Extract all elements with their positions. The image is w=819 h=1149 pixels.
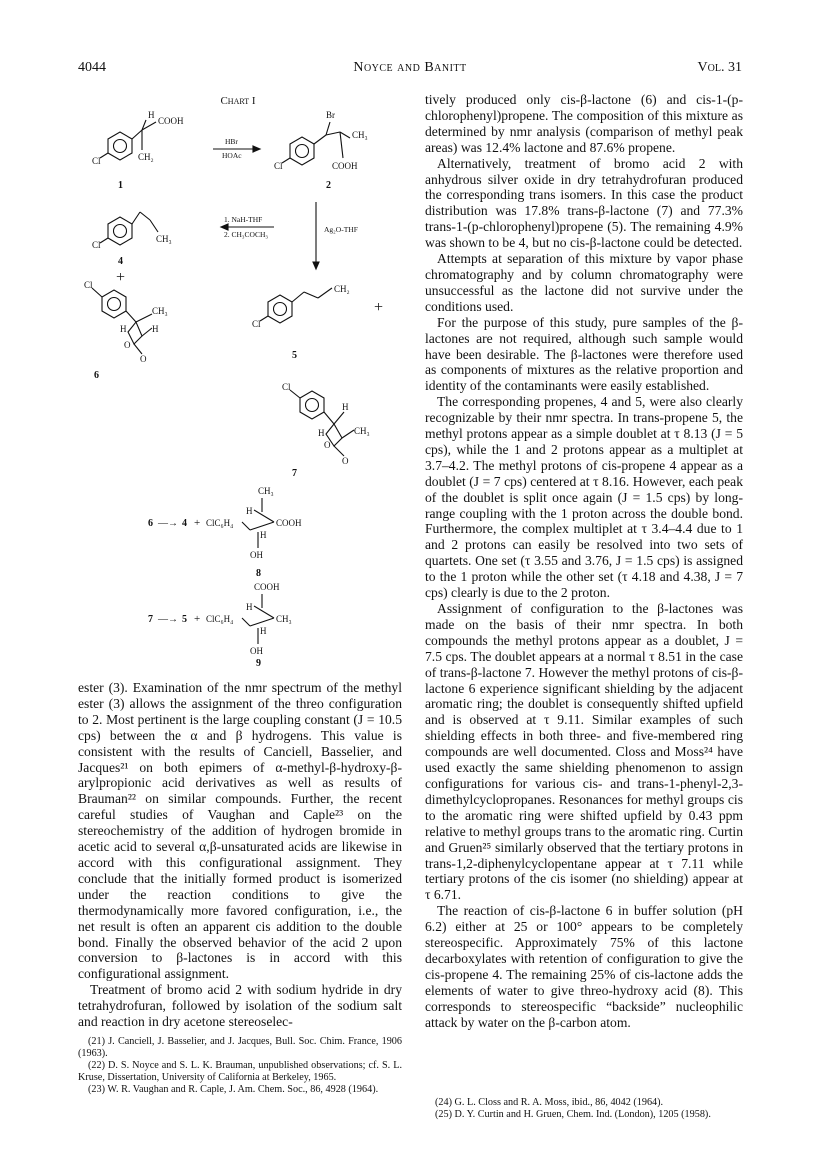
running-header [78, 60, 742, 80]
svg-text:CH₃: CH₃ [352, 130, 368, 140]
svg-text:HBr: HBr [225, 137, 238, 146]
compound-5-structure [252, 284, 383, 361]
compound-8-label: 8 [256, 568, 261, 579]
nah-arrow [221, 215, 274, 239]
svg-text:CH₃: CH₃ [156, 234, 172, 244]
svg-text:Br: Br [326, 110, 335, 120]
compound-4-structure [92, 212, 172, 286]
hbr-arrow [213, 137, 260, 160]
svg-text:+: + [194, 613, 201, 625]
svg-text:Cl: Cl [84, 280, 93, 290]
svg-text:H: H [246, 602, 253, 612]
footnote-24: (24) G. L. Closs and R. A. Moss, ibid., 86, 4042 (1964). [435, 1097, 664, 1108]
compound-2-structure [274, 110, 368, 191]
svg-text:—→: —→ [158, 614, 178, 625]
compound-6-structure [84, 280, 168, 381]
svg-text:CH₂: CH₂ [138, 152, 154, 162]
svg-text:2. CH₃COCH₃: 2. CH₃COCH₃ [224, 230, 268, 239]
footnotes-left [78, 1036, 402, 1096]
svg-text:OH: OH [250, 646, 263, 656]
compound-4-label: 4 [118, 256, 123, 267]
reaction-scheme-drawing [78, 92, 408, 667]
svg-text:OH: OH [250, 550, 263, 560]
reaction-6-to-4-and-8 [148, 486, 302, 579]
footnote-25: (25) D. Y. Curtin and H. Gruen, Chem. Ind. (London), 1205 (1958). [435, 1109, 711, 1120]
svg-text:H: H [148, 110, 155, 120]
svg-text:4: 4 [182, 518, 187, 529]
svg-text:+: + [374, 299, 384, 316]
svg-text:H: H [120, 324, 127, 334]
svg-text:O: O [324, 440, 331, 450]
chart-title: Chart I [220, 95, 256, 107]
svg-text:Cl: Cl [252, 319, 261, 329]
svg-text:+: + [194, 517, 201, 529]
svg-text:CH₃: CH₃ [354, 426, 370, 436]
svg-text:O: O [124, 340, 131, 350]
paragraph: Treatment of bromo acid 2 with sodium hydride in dry tetrahydrofuran, followed by isolation of the sodium salt and reaction in dry acetone stereoselec- [78, 982, 402, 1030]
svg-text:H: H [152, 324, 159, 334]
svg-text:Ag₂O-THF: Ag₂O-THF [324, 225, 358, 234]
paragraph: Alternatively, treatment of bromo acid 2 with anhydrous silver oxide in dry tetrahydrofuran produced the corresponding trans isomers. In this case the product distribution was 17.8% trans-β-lactone (7) and 77.3% trans-1-(p-chlorophenyl)propene (5). The remaining 4.9% was shown to be 4, but no cis-β-lactone could be detected. [425, 155, 743, 251]
svg-text:7: 7 [148, 614, 153, 625]
svg-text:COOH: COOH [276, 518, 302, 528]
svg-text:+: + [116, 269, 126, 286]
page-number: 4044 [78, 60, 106, 75]
compound-9-label: 9 [256, 658, 261, 667]
footnote-21: (21) J. Canciell, J. Basselier, and J. Jacques, Bull. Soc. Chim. France, 1906 (1963). [78, 1035, 402, 1059]
footnotes-right [425, 1097, 743, 1121]
compound-7-structure [282, 382, 370, 479]
svg-text:ClC₆H₄: ClC₆H₄ [206, 518, 234, 528]
right-column [425, 92, 743, 1030]
svg-text:H: H [260, 626, 267, 636]
ag2o-arrow [313, 202, 358, 269]
svg-text:1. NaH-THF: 1. NaH-THF [224, 215, 263, 224]
svg-text:COOH: COOH [332, 161, 358, 171]
paragraph: tively produced only cis-β-lactone (6) and cis-1-(p-chlorophenyl)propene. The composition of this mixture as determined by nmr analysis (comparison of methyl peak areas) was 12.4% lactone and 87.6% propene. [425, 92, 743, 155]
svg-text:COOH: COOH [158, 116, 184, 126]
svg-text:—→: —→ [158, 518, 178, 529]
paragraph: ester (3). Examination of the nmr spectrum of the methyl ester (3) allows the assignment of the threo configuration to 2. Most pertinent is the large coupling constant (J = 10.5 cps) between the α and β hydrogens. This value is consistent with the results of Canciell, Basselier, and Jacques²¹ on both epimers of α-methyl-β-hydroxy-β-arylpropionic acid derivatives as well as results of Brauman²² on similar compounds. Further, the recent careful studies of Vaughan and Caple²³ on the stereochemistry of the addition of hydrogen bromide in acetic acid to several α,β-unsaturated acids are likewise in accord with this configurational assignment. They conclude that the initially formed product is isomerized under the reaction conditions to give the thermodynamically more favored configuration, i.e., the net result is often an apparent cis addition to the double bond. Finally the observed behavior of the acid 2 upon conversion to β-lactones is in accord with this configurational assignment. [78, 680, 402, 982]
running-title: Noyce and Banitt [353, 60, 467, 75]
svg-text:CH₃: CH₃ [258, 486, 274, 496]
paragraph: The reaction of cis-β-lactone 6 in buffer solution (pH 6.2) either at 25 or 100° appears to be completely stereospecific. Approximately 75% of this lactone decarboxylates with retention of configuration to give the cis-propene 4. The remaining 25% of cis-lactone adds the elements of water to give threo-hydroxy acid (8). This corresponds to stereospecific “backside” nucleophilic attack by water on the β-carbon atom. [425, 903, 743, 1030]
svg-text:H: H [246, 506, 253, 516]
paragraph: Attempts at separation of this mixture by vapor phase chromatography and by column chromatography were unsuccessful as the lactone did not survive under the conditions used. [425, 251, 743, 314]
svg-text:H: H [342, 402, 349, 412]
svg-text:CH₃: CH₃ [152, 306, 168, 316]
svg-text:O: O [342, 456, 349, 466]
chart-i-scheme [78, 92, 408, 667]
compound-2-label: 2 [326, 180, 331, 191]
compound-5-label: 5 [292, 350, 297, 361]
svg-text:CH₂: CH₂ [334, 284, 350, 294]
compound-1-structure [92, 110, 184, 191]
compound-7-label: 7 [292, 468, 297, 479]
footnote-22: (22) D. S. Noyce and S. L. K. Brauman, unpublished observations; cf. S. L. Kruse, Dissertation, University of California at Berkeley, 1965. [78, 1059, 402, 1083]
volume-label: Vol. 31 [697, 60, 742, 75]
svg-text:Cl: Cl [92, 156, 101, 166]
svg-text:Cl: Cl [92, 240, 101, 250]
paragraph: The corresponding propenes, 4 and 5, were also clearly recognizable by their nmr spectra. In trans-propene 5, the methyl protons appear as a simple doublet at τ 8.13 (J = 5 cps), while the 1 and 2 protons appear as a multiplet at 3.7–4.2. The methyl protons of cis-propene 4 appear as a doublet (J = 7 cps) centered at τ 8.16. However, each peak of the doublet is split once again (J = 1.5 cps) by long-range coupling with the 1 proton across the double bond. Furthermore, the complex multiplet at τ 3.4–4.4 due to 1 and 2 protons can easily be resolved into two sets of quartets. One set (τ 3.55 and 3.76, J = 1.5 cps) is assigned to the 1 proton while the other set (τ 4.18 and 4.38, J = 7 cps) clearly is due to the 2 proton. [425, 394, 743, 601]
paragraph: Assignment of configuration to the β-lactones was made on the basis of their nmr spectra. In both compounds the methyl protons appear as a doublet, J = 7.5 cps. The doublet appears at a normal τ 8.51 in the case of trans-β-lactone 7. However the methyl protons of cis-β-lactone 6 experience significant shielding by the adjacent aromatic ring; the doublet is consequently shifted upfield and is observed at τ 9.11. Similar examples of such shielding effects in both three- and five-membered ring compounds are well documented. Closs and Moss²⁴ have used exactly the same shielding phenomenon to assign configurations for various cis- and trans-1-phenyl-2,3-dimethylcyclopropanes. Resonances for methyl groups cis to the aromatic ring were shifted upfield by 0.43 ppm relative to methyl groups trans to the aromatic ring. Curtin and Gruen²⁵ similarly observed that the tertiary protons in trans-1,2-diphenylcyclopentane appear at τ 7.11 while tertiary protons of the cis isomer (no shielding) appear at τ 6.71. [425, 601, 743, 903]
svg-text:5: 5 [182, 614, 187, 625]
svg-text:HOAc: HOAc [222, 151, 242, 160]
left-column [78, 680, 402, 1096]
svg-text:CH₃: CH₃ [276, 614, 292, 624]
svg-text:O: O [140, 354, 147, 364]
compound-6-label: 6 [94, 370, 99, 381]
svg-text:ClC₆H₄: ClC₆H₄ [206, 614, 234, 624]
reaction-7-to-5-and-9 [148, 582, 292, 667]
paragraph: For the purpose of this study, pure samples of the β-lactones are not required, although such sample would have been desirable. The β-lactones were therefore used as components of mixtures as the relative proportion and identity of the contaminants were easily established. [425, 314, 743, 394]
svg-text:Cl: Cl [274, 161, 283, 171]
svg-text:Cl: Cl [282, 382, 291, 392]
svg-text:6: 6 [148, 518, 153, 529]
svg-text:H: H [260, 530, 267, 540]
compound-1-label: 1 [118, 180, 123, 191]
footnote-23: (23) W. R. Vaughan and R. Caple, J. Am. Chem. Soc., 86, 4928 (1964). [88, 1083, 379, 1095]
svg-text:COOH: COOH [254, 582, 280, 592]
svg-text:H: H [318, 428, 325, 438]
